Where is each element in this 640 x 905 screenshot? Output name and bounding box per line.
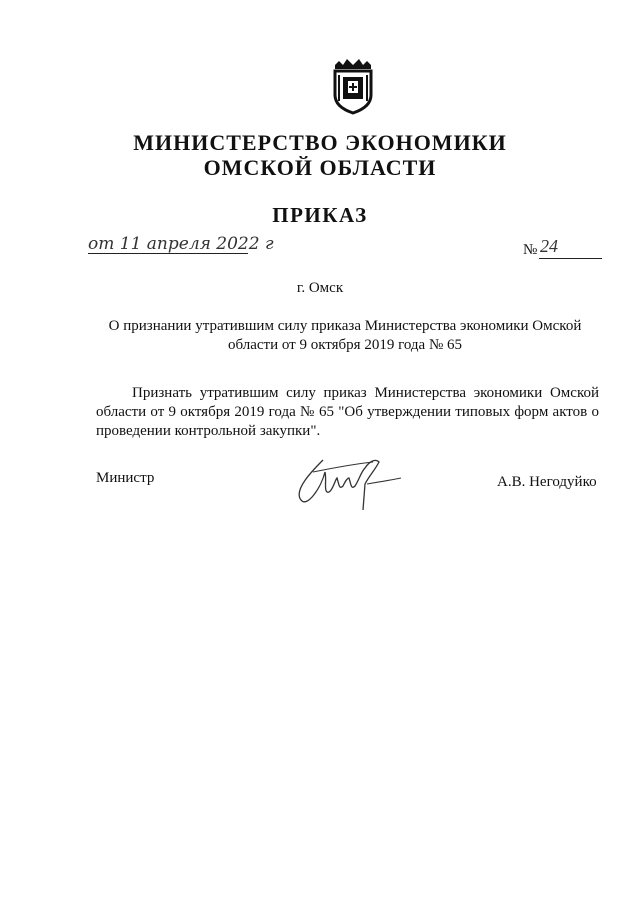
- ministry-name-line1: МИНИСТЕРСТВО ЭКОНОМИКИ: [133, 130, 507, 155]
- handwritten-date: от 11 апреля 2022 г: [88, 234, 274, 254]
- signatory-name: А.В. Негодуйко: [497, 474, 597, 490]
- number-label: №: [523, 242, 538, 258]
- handwritten-signature-icon: [283, 450, 413, 530]
- document-subject: О признании утратившим силу приказа Министерства экономики Омской области от 9 октября 2019 года № 65: [108, 318, 582, 353]
- signatory-role: Министр: [96, 470, 155, 486]
- ministry-name-line2: ОМСКОЙ ОБЛАСТИ: [203, 155, 437, 180]
- handwritten-number: 24: [540, 236, 558, 256]
- date-underline: [88, 253, 248, 254]
- coat-of-arms-icon: [329, 55, 377, 115]
- document-body: Признать утратившим силу приказ Министерства экономики Омской области от 9 октября 2019 года № 65 "Об утверждении типовых форм актов о проведении контрольной закупки".: [96, 385, 599, 439]
- number-underline: [539, 258, 602, 259]
- document-type: ПРИКАЗ: [272, 203, 368, 227]
- city: г. Омск: [296, 280, 344, 296]
